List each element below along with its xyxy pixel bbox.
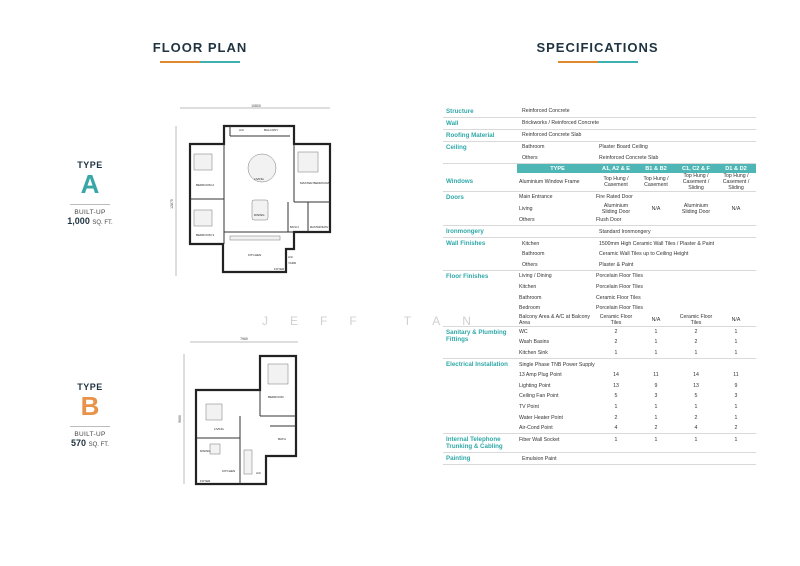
divider: [70, 204, 110, 205]
spec-category: Electrical Installation: [446, 361, 508, 369]
watermark: JEFF TAN: [262, 314, 493, 328]
type-a-letter: A: [80, 169, 100, 199]
spec-value: Porcelain Floor Tiles: [596, 284, 643, 291]
plan-a-ac-label: A/C: [239, 128, 245, 132]
spec-row-body: [517, 359, 756, 433]
spec-line: [520, 453, 756, 464]
spec-type-value: 2: [694, 414, 698, 421]
plan-b-ac-label: A/C: [256, 471, 262, 475]
builtup-label: BUILT-UP: [74, 431, 106, 438]
spec-row: [443, 238, 756, 271]
spec-item: Main Entrance: [519, 194, 553, 201]
plan-a-dining-label: DINING: [254, 213, 265, 217]
spec-item: Reinforced Concrete Slab: [522, 132, 582, 139]
spec-type-value: Aluminium Sliding Door: [681, 202, 711, 215]
spec-value: Standard Ironmongery: [599, 228, 651, 235]
spec-item: Emulsion Paint: [522, 455, 557, 462]
spec-item: Bedroom: [519, 305, 541, 312]
plan-b-bath-label: BATH: [278, 437, 286, 441]
spec-category: Wall Finishes: [446, 240, 486, 248]
spec-line: [517, 423, 756, 434]
spec-type-value: 1: [694, 436, 698, 443]
spec-row: [443, 130, 756, 142]
spec-type-value: 2: [734, 425, 738, 432]
spec-item: Water Heater Point: [519, 414, 563, 421]
spec-category: Roofing Material: [446, 132, 495, 139]
plan-a-foyer-label: FOYER: [274, 267, 285, 271]
specifications-title-text: SPECIFICATIONS: [536, 40, 659, 55]
spec-category: Floor Finishes: [446, 273, 489, 281]
plan-b-dining-label: DINING: [200, 449, 211, 453]
spec-type-value: 1: [654, 328, 658, 335]
spec-row: [443, 118, 756, 130]
spec-type-value: 4: [694, 425, 698, 432]
spec-category: Structure: [446, 108, 474, 115]
spec-item: Kitchen Sink: [519, 350, 548, 357]
spec-row: [443, 327, 756, 360]
spec-line: [520, 130, 756, 141]
spec-type-value: Top Hung / Casement: [603, 176, 629, 189]
spec-item: Bathroom: [522, 144, 545, 151]
spec-row-body: [520, 453, 756, 464]
spec-type-value: 4: [614, 425, 618, 432]
type-b-info: [45, 382, 135, 448]
spec-value: Reinforced Concrete Slab: [599, 154, 659, 161]
dim-side-a: 12875: [170, 199, 174, 209]
spec-row-body: [517, 164, 756, 191]
spec-category: Doors: [446, 194, 464, 202]
spec-item: TV Point: [519, 403, 539, 410]
dim-side-b: 9660: [178, 415, 182, 423]
floor-plan-title: [150, 40, 250, 63]
spec-line: [517, 327, 756, 338]
spec-value: Porcelain Floor Tiles: [596, 305, 643, 312]
spec-type-value: 1: [654, 339, 658, 346]
spec-type-value: 2: [614, 414, 618, 421]
spec-type-value: 1: [654, 414, 658, 421]
plan-a-living-label: LIVING: [254, 177, 264, 181]
spec-row: [443, 271, 756, 326]
spec-type-value: N/A: [651, 205, 661, 212]
spec-value: Ceramic Floor Tiles: [596, 294, 641, 301]
specifications-title: [535, 40, 660, 63]
builtup-unit: SQ. FT.: [92, 220, 113, 226]
spec-type-value: 9: [734, 382, 738, 389]
spec-value: Porcelain Floor Tiles: [596, 273, 643, 280]
builtup-number: 1,000: [67, 216, 90, 226]
spec-line: [517, 292, 756, 303]
builtup-unit: SQ. FT.: [88, 442, 109, 448]
spec-row: [443, 359, 756, 434]
spec-category: Sanitary & Plumbing Fittings: [446, 328, 507, 343]
spec-line: [517, 314, 756, 326]
spec-row-body: [520, 118, 756, 129]
spec-item: Others: [519, 217, 535, 224]
spec-type-value: Aluminium Sliding Door: [601, 202, 631, 215]
spec-type-value: 14: [613, 372, 619, 379]
spec-line: [517, 402, 756, 413]
spec-line: [517, 282, 756, 293]
spec-line: [520, 106, 756, 117]
plan-a-ac2-label: A/C: [288, 255, 294, 259]
spec-type-value: 1: [734, 414, 738, 421]
spec-row-body: [517, 434, 756, 452]
plan-a-kitchen-label: KITCHEN: [248, 253, 262, 257]
spec-line: [517, 203, 756, 215]
spec-type-value: 2: [694, 339, 698, 346]
spec-item: Kitchen: [522, 240, 540, 247]
spec-item: Air-Cond Point: [519, 425, 553, 432]
spec-item: Ceiling Fan Point: [519, 393, 559, 400]
spec-line: [520, 153, 756, 164]
spec-type-value: 1: [614, 350, 618, 357]
spec-value: 1500mm High Ceramic Wall Tiles / Plaster & Paint: [599, 240, 715, 247]
spec-type-value: 5: [614, 393, 618, 400]
dim-top-a: 10800: [251, 104, 261, 108]
plan-b-bedroom-label: BEDROOM: [268, 395, 284, 399]
spec-type-value: N/A: [731, 316, 741, 323]
spec-type-value: 11: [733, 372, 739, 379]
builtup-label: BUILT-UP: [74, 209, 106, 216]
builtup-value: [45, 438, 135, 448]
spec-type-value: 3: [734, 393, 738, 400]
spec-item: Others: [522, 154, 538, 161]
spec-type-value: 1: [654, 436, 658, 443]
spec-category: Wall: [446, 120, 459, 127]
divider: [70, 426, 110, 427]
spec-value: Plaster & Paint: [599, 261, 634, 268]
spec-line: [517, 173, 756, 191]
spec-line: [517, 434, 756, 445]
spec-line: [520, 226, 756, 237]
spec-type-value: Ceramic Floor Tiles: [679, 313, 713, 326]
type-b-label: TYPE: [77, 382, 103, 392]
spec-item: Living: [519, 205, 533, 212]
type-header-col: C1, C2 & F: [682, 165, 710, 172]
spec-line: [517, 215, 756, 226]
spec-line: [517, 192, 756, 203]
plan-a-bath2-label: BATH 2: [290, 226, 299, 229]
spec-line: [520, 118, 756, 129]
spec-type-value: 1: [654, 350, 658, 357]
plan-a-yard-label: YARD: [288, 261, 297, 265]
spec-value: Plaster Board Ceiling: [599, 144, 648, 151]
spec-type-value: 13: [693, 382, 699, 389]
spec-item: Kitchen: [519, 284, 537, 291]
spec-item: Bathroom: [519, 294, 542, 301]
spec-item: Wash Basins: [519, 339, 550, 346]
spec-row: [443, 453, 756, 465]
spec-item: Single Phase TNB Power Supply: [519, 361, 595, 368]
plan-a-bedroom2-label: BEDROOM 2: [196, 183, 215, 187]
spec-item: Balcony Area & A/C at Balcony Area: [519, 313, 590, 326]
spec-type-value: 13: [613, 382, 619, 389]
type-header-bar: [517, 164, 756, 173]
builtup-value: [45, 216, 135, 226]
spec-type-value: 1: [734, 403, 738, 410]
spec-type-value: 1: [614, 403, 618, 410]
spec-category: Ceiling: [446, 144, 467, 151]
spec-type-value: 2: [694, 328, 698, 335]
spec-item: 13 Amp Plug Point: [519, 372, 562, 379]
dim-top-b: 7960: [240, 337, 248, 341]
spec-type-value: 1: [734, 350, 738, 357]
spec-type-value: 2: [614, 328, 618, 335]
spec-line: [517, 359, 756, 370]
spec-type-value: N/A: [651, 316, 661, 323]
type-b-letter: B: [80, 391, 100, 421]
spec-type-value: 1: [694, 403, 698, 410]
plan-a-master-label: MASTER BEDROOM: [300, 181, 329, 185]
plan-a-masterbath-label: MASTER BATH: [310, 226, 329, 229]
spec-type-value: 1: [694, 350, 698, 357]
spec-value: Flush Door: [596, 217, 622, 224]
spec-row-body: [517, 192, 756, 225]
builtup-number: 570: [71, 438, 87, 448]
floor-plan-title-text: FLOOR PLAN: [152, 40, 248, 55]
spec-row-body: [520, 226, 756, 237]
spec-line: [520, 238, 756, 249]
type-header-col: D1 & D2: [725, 165, 747, 172]
plan-a-bedroom3-label: BEDROOM 3: [196, 233, 215, 237]
spec-row: [443, 142, 756, 164]
plan-b-foyer-label: FOYER: [200, 479, 211, 483]
spec-row: [443, 164, 756, 192]
spec-row: [443, 106, 756, 118]
spec-line: [520, 260, 756, 271]
spec-category: Internal Telephone Trunking & Cabling: [446, 436, 503, 451]
spec-type-value: Ceramic Floor Tiles: [599, 313, 633, 326]
specifications-table: [443, 106, 756, 465]
spec-item: Reinforced Concrete: [522, 108, 570, 115]
spec-item: Bathroom: [522, 251, 545, 258]
type-header-label: TYPE: [550, 165, 565, 172]
spec-type-value: 1: [734, 436, 738, 443]
spec-line: [517, 271, 756, 282]
floor-plan-type-a: [168, 104, 343, 284]
spec-line: [517, 412, 756, 423]
spec-line: [517, 303, 756, 314]
spec-category: Ironmongery: [446, 228, 484, 236]
spec-line: [520, 249, 756, 260]
spec-type-value: 9: [654, 382, 658, 389]
plan-b-living-label: LIVING: [214, 427, 224, 431]
spec-line: [517, 381, 756, 392]
spec-row-body: [520, 238, 756, 270]
spec-type-value: Top Hung / Casement / Sliding: [722, 173, 750, 192]
spec-type-value: 5: [694, 393, 698, 400]
spec-line: [517, 370, 756, 381]
spec-item: Fiber Wall Socket: [519, 436, 560, 443]
spec-type-value: 14: [693, 372, 699, 379]
spec-row: [443, 192, 756, 226]
spec-line: [517, 348, 756, 359]
spec-item: Aluminium Window Frame: [519, 179, 580, 186]
spec-row-body: [520, 130, 756, 141]
spec-type-value: N/A: [731, 205, 741, 212]
spec-type-value: 1: [654, 403, 658, 410]
spec-type-value: 1: [734, 339, 738, 346]
type-a-label: TYPE: [77, 160, 103, 170]
title-underline: [558, 61, 638, 63]
spec-type-value: 1: [614, 436, 618, 443]
spec-row-body: [517, 271, 756, 325]
spec-line: [517, 391, 756, 402]
spec-category: Painting: [446, 455, 471, 463]
spec-type-value: Top Hung / Casement / Sliding: [682, 173, 710, 192]
spec-type-value: 2: [654, 425, 658, 432]
title-underline: [160, 61, 240, 63]
spec-line: [520, 142, 756, 153]
spec-value: Ceramic Wall Tiles up to Ceiling Height: [599, 251, 689, 258]
spec-row: [443, 434, 756, 453]
spec-row-body: [520, 106, 756, 117]
type-header-col: B1 & B2: [645, 165, 667, 172]
floor-plan-type-b: [170, 334, 310, 494]
spec-item: Brickworks / Reinforced Concrete: [522, 120, 599, 127]
spec-type-value: 1: [734, 328, 738, 335]
spec-type-value: 3: [654, 393, 658, 400]
type-a-info: [45, 160, 135, 226]
spec-type-value: 2: [614, 339, 618, 346]
spec-item: Lighting Point: [519, 382, 551, 389]
spec-type-value: Top Hung / Casement: [643, 176, 669, 189]
spec-item: Living / Dining: [519, 273, 552, 280]
type-header-col: A1, A2 & E: [601, 165, 631, 172]
spec-item: WC: [519, 328, 528, 335]
plan-a-balcony-label: BALCONY: [264, 128, 279, 132]
spec-row-body: [517, 327, 756, 359]
spec-line: [517, 337, 756, 348]
spec-type-value: 11: [653, 372, 659, 379]
spec-item: Others: [522, 261, 538, 268]
spec-row: [443, 226, 756, 238]
spec-value: Fire Rated Door: [596, 194, 633, 201]
spec-category: Windows: [446, 178, 474, 186]
spec-row-body: [520, 142, 756, 163]
plan-b-kitchen-label: KITCHEN: [222, 469, 236, 473]
